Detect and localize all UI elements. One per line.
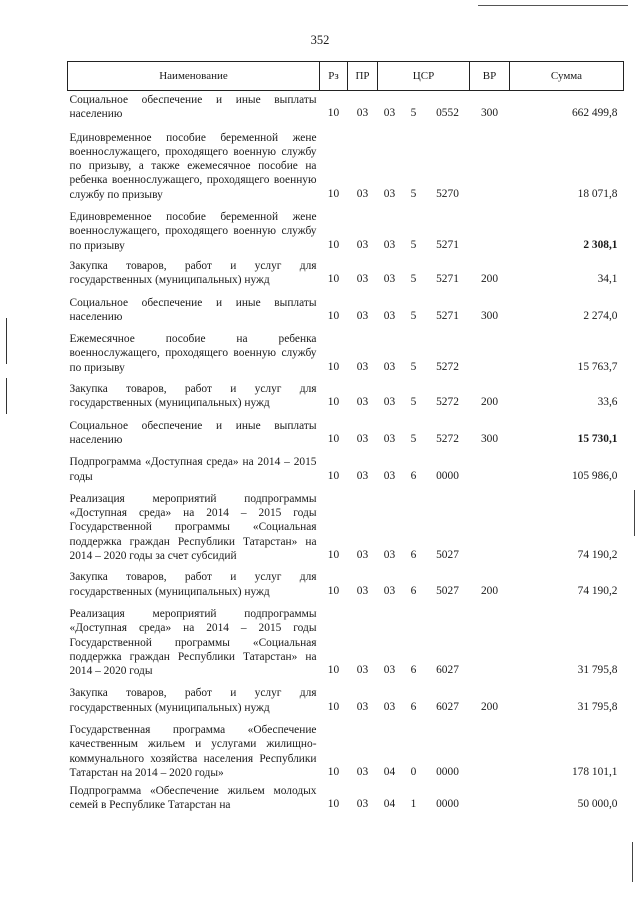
row-csr-part1-cell: 03 [383,360,396,373]
row-pr-cell: 03 [356,700,369,713]
table-row [68,601,624,680]
row-csr-part3-cell: 0000 [436,469,459,482]
row-pr-cell: 03 [356,360,369,373]
budget-table [67,61,624,815]
row-csr-part1-cell: 03 [383,107,396,120]
row-csr-part3-cell: 0000 [436,798,459,811]
table-row [68,255,624,290]
row-csr-part1-cell: 03 [383,273,396,286]
table-row [68,717,624,782]
row-vr-cell [470,601,510,680]
row-sum-cell: 33,6 [597,396,618,409]
row-sum-cell: 31 795,8 [577,664,618,677]
row-csr-part2-cell: 5 [410,309,417,322]
table-row [68,204,624,255]
scan-artifact-mark [6,318,7,364]
row-name-cell: Государственная программа «Обеспечение качественным жильем и услугами жилищно-коммунального хозяйства населения Республики Татарстан на 2014 – 2020 годы» [69,723,317,779]
table-row [68,449,624,486]
header-rz: Рз [320,62,348,91]
row-csr-part3-cell: 5027 [436,549,459,562]
row-csr-part2-cell: 6 [410,584,417,597]
row-vr-cell: 300 [480,107,499,120]
row-rz-cell: 10 [327,549,340,562]
row-pr-cell: 03 [356,549,369,562]
row-pr-cell: 03 [356,469,369,482]
row-name-cell: Реализация мероприятий подпрограммы «Доступная среда» на 2014 – 2015 годы Государственной программы «Социальная поддержка граждан Республики Татарстан» на 2014 – 2020 годы [69,607,317,678]
row-csr-part2-cell: 5 [410,107,417,120]
row-csr-part1-cell: 03 [383,238,396,251]
row-name-cell: Единовременное пособие беременной жене военнослужащего, проходящего военную службу по призыву [69,211,317,252]
row-vr-cell [470,782,510,815]
row-csr-part3-cell: 5027 [436,584,459,597]
row-sum-cell: 2 274,0 [583,309,618,322]
table-row [68,91,624,124]
row-pr-cell: 03 [356,273,369,286]
scan-artifact-mark [6,378,7,414]
row-csr-part1-cell: 04 [383,765,396,778]
row-sum-cell: 31 795,8 [577,700,618,713]
header-pr: ПР [348,62,378,91]
row-csr-part2-cell: 1 [410,798,417,811]
row-csr-part1-cell: 03 [383,309,396,322]
row-vr-cell: 200 [480,700,499,713]
row-csr-part2-cell: 5 [410,432,417,445]
row-name-cell: Закупка товаров, работ и услуг для государственных (муниципальных) нужд [69,383,317,410]
row-csr-part2-cell: 6 [410,549,417,562]
row-sum-cell: 2 308,1 [583,238,618,251]
row-sum-cell: 18 071,8 [577,187,618,200]
row-vr-cell [470,124,510,204]
row-pr-cell: 03 [356,798,369,811]
row-vr-cell: 200 [480,273,499,286]
row-vr-cell [470,326,510,377]
row-csr-part2-cell: 5 [410,396,417,409]
table-row [68,565,624,601]
row-sum-cell: 105 986,0 [571,469,618,482]
table-header-row [68,62,624,91]
row-vr-cell [470,449,510,486]
table-body [68,91,624,815]
row-csr-part3-cell: 6027 [436,664,459,677]
row-name-cell: Закупка товаров, работ и услуг для государственных (муниципальных) нужд [69,687,317,714]
scan-artifact-line [478,5,628,6]
row-pr-cell: 03 [356,765,369,778]
row-csr-part1-cell: 03 [383,187,396,200]
row-sum-cell: 662 499,8 [571,107,618,120]
row-rz-cell: 10 [327,360,340,373]
row-vr-cell: 200 [480,584,499,597]
row-rz-cell: 10 [327,396,340,409]
row-csr-part3-cell: 0552 [436,107,459,120]
row-csr-part1-cell: 03 [383,584,396,597]
row-rz-cell: 10 [327,584,340,597]
row-pr-cell: 03 [356,396,369,409]
row-csr-part2-cell: 6 [410,469,417,482]
table-row [68,377,624,413]
header-name: Наименование [68,62,320,91]
row-csr-part2-cell: 5 [410,273,417,286]
row-pr-cell: 03 [356,107,369,120]
row-rz-cell: 10 [327,309,340,322]
row-vr-cell: 300 [480,432,499,445]
scan-artifact-mark [632,842,633,882]
row-csr-part1-cell: 03 [383,432,396,445]
table-row [68,290,624,327]
row-csr-part3-cell: 5271 [436,238,459,251]
row-csr-part2-cell: 5 [410,187,417,200]
row-csr-part2-cell: 6 [410,664,417,677]
table-row [68,124,624,204]
row-csr-part3-cell: 6027 [436,700,459,713]
row-csr-part3-cell: 5272 [436,396,459,409]
row-csr-part1-cell: 04 [383,798,396,811]
row-csr-part1-cell: 03 [383,396,396,409]
row-vr-cell [470,204,510,255]
row-sum-cell: 15 763,7 [577,360,618,373]
row-name-cell: Социальное обеспечение и иные выплаты населению [69,296,317,323]
row-name-cell: Реализация мероприятий подпрограммы «Доступная среда» на 2014 – 2015 годы Государственной программы «Социальная поддержка граждан Республики Татарстан» на 2014 – 2020 годы за счет субсидий [69,492,317,563]
row-pr-cell: 03 [356,187,369,200]
row-csr-part2-cell: 6 [410,700,417,713]
row-sum-cell: 74 190,2 [577,584,618,597]
table-row [68,326,624,377]
row-rz-cell: 10 [327,798,340,811]
header-csr: ЦСР [378,62,470,91]
row-pr-cell: 03 [356,584,369,597]
row-csr-part1-cell: 03 [383,700,396,713]
scan-artifact-mark [634,490,635,536]
row-csr-part3-cell: 5271 [436,273,459,286]
row-name-cell: Единовременное пособие беременной жене военнослужащего, проходящего военную службу по призыву, а также ежемесячное пособие на ребенка военнослужащего, проходящего военную службу по призыву [69,131,317,201]
row-rz-cell: 10 [327,469,340,482]
row-sum-cell: 50 000,0 [577,798,618,811]
row-name-cell: Подпрограмма «Доступная среда» на 2014 – 2015 годы [69,456,317,483]
row-rz-cell: 10 [327,187,340,200]
row-rz-cell: 10 [327,238,340,251]
row-sum-cell: 178 101,1 [571,765,618,778]
row-rz-cell: 10 [327,700,340,713]
row-pr-cell: 03 [356,432,369,445]
table-row [68,413,624,450]
header-sum: Сумма [510,62,624,91]
row-rz-cell: 10 [327,273,340,286]
row-rz-cell: 10 [327,107,340,120]
row-pr-cell: 03 [356,309,369,322]
row-pr-cell: 03 [356,664,369,677]
row-name-cell: Ежемесячное пособие на ребенка военнослужащего, проходящего военную службу по призыву [69,333,317,374]
row-csr-part2-cell: 5 [410,360,417,373]
row-csr-part3-cell: 0000 [436,765,459,778]
header-vr: ВР [470,62,510,91]
row-vr-cell [470,486,510,565]
row-csr-part1-cell: 03 [383,549,396,562]
row-csr-part1-cell: 03 [383,469,396,482]
row-sum-cell: 34,1 [597,273,618,286]
row-rz-cell: 10 [327,765,340,778]
row-vr-cell: 200 [480,396,499,409]
row-csr-part3-cell: 5272 [436,360,459,373]
row-csr-part2-cell: 0 [410,765,417,778]
table-row [68,782,624,815]
row-name-cell: Социальное обеспечение и иные выплаты населению [69,419,317,446]
row-vr-cell: 300 [480,309,499,322]
row-csr-part1-cell: 03 [383,664,396,677]
row-vr-cell [470,717,510,782]
row-pr-cell: 03 [356,238,369,251]
row-name-cell: Закупка товаров, работ и услуг для государственных (муниципальных) нужд [69,259,317,287]
row-csr-part3-cell: 5270 [436,187,459,200]
table-row [68,486,624,565]
row-name-cell: Социальное обеспечение и иные выплаты населению [69,94,317,121]
row-sum-cell: 74 190,2 [577,549,618,562]
row-name-cell: Закупка товаров, работ и услуг для государственных (муниципальных) нужд [69,571,317,598]
table-row [68,680,624,717]
row-rz-cell: 10 [327,432,340,445]
row-csr-part3-cell: 5271 [436,309,459,322]
page-number: 352 [310,33,330,47]
row-rz-cell: 10 [327,664,340,677]
row-sum-cell: 15 730,1 [577,432,618,445]
row-csr-part2-cell: 5 [410,238,417,251]
row-csr-part3-cell: 5272 [436,432,459,445]
row-name-cell: Подпрограмма «Обеспечение жильем молодых семей в Республике Татарстан на [69,785,317,812]
